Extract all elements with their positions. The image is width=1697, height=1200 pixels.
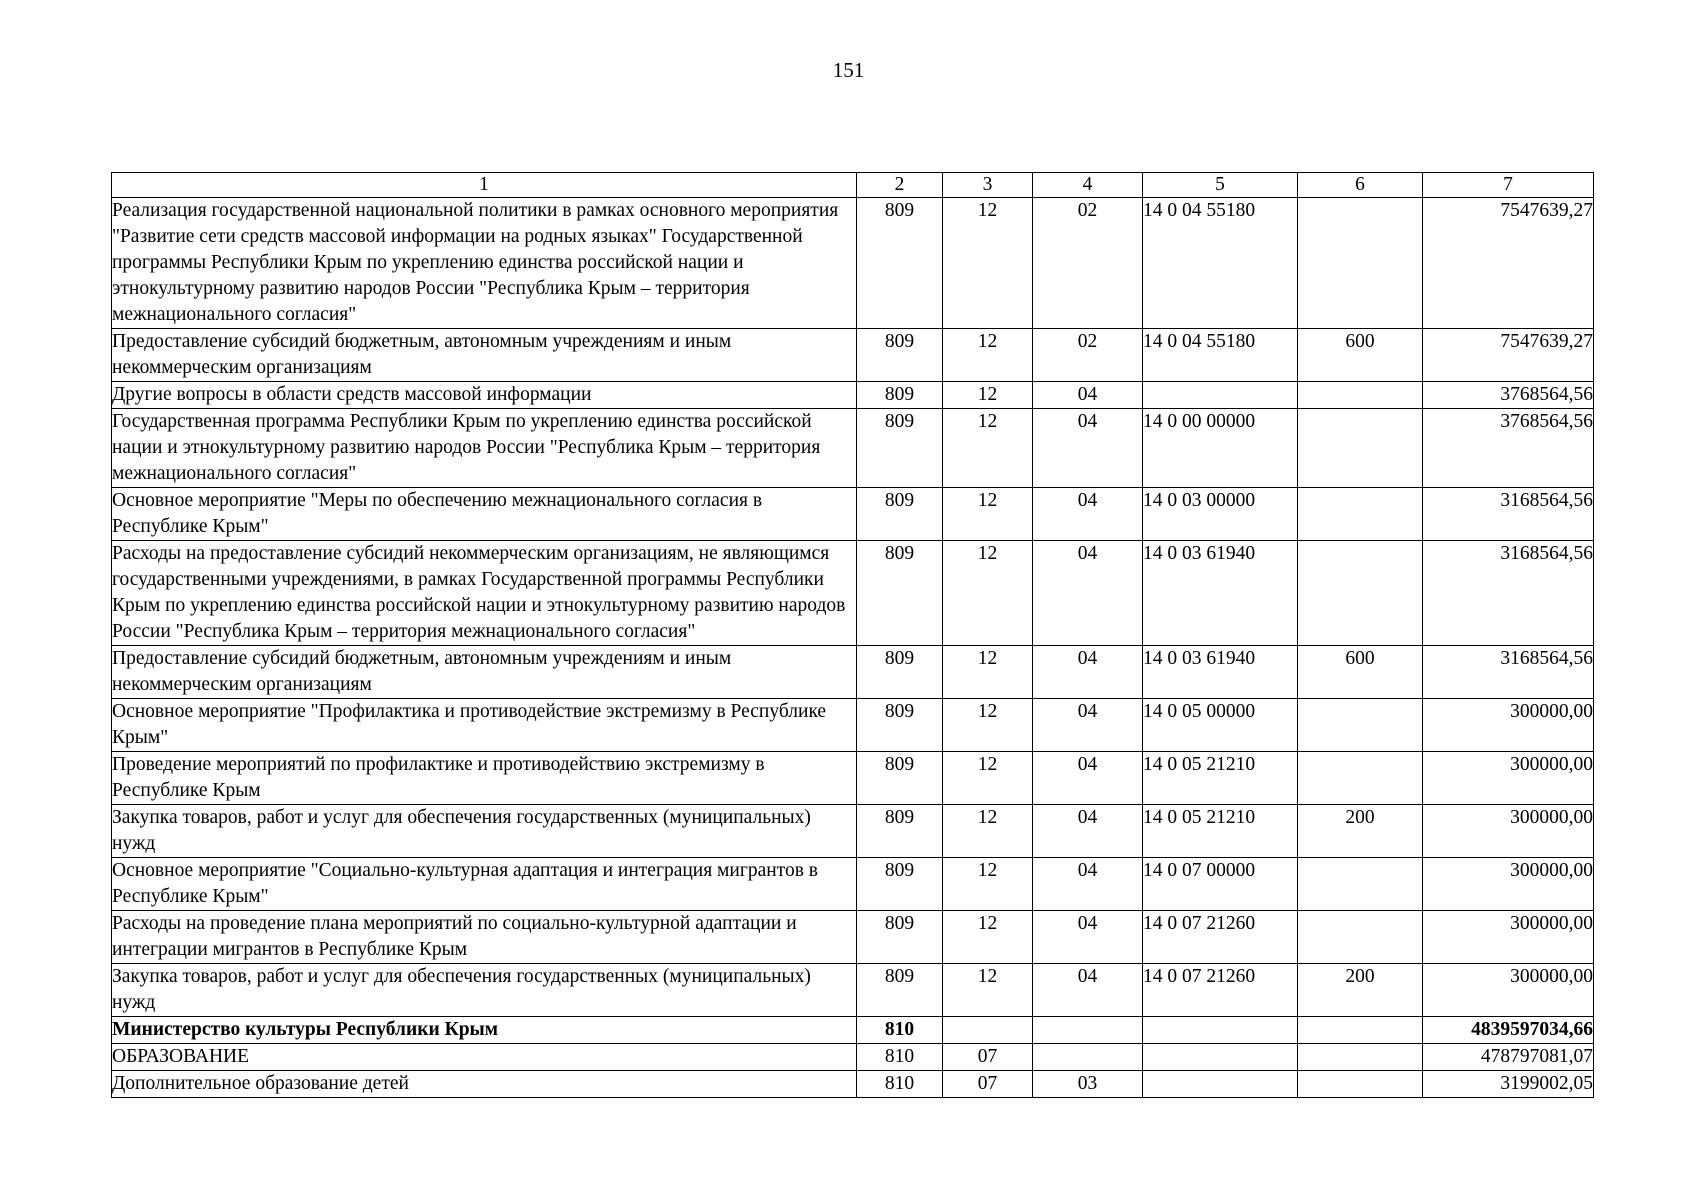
row-amount: 3199002,05: [1423, 1071, 1594, 1098]
row-amount: 300000,00: [1423, 699, 1594, 752]
table-row: [112, 488, 1594, 541]
column-header: 4: [1033, 173, 1143, 198]
row-name: Государственная программа Республики Крым по укреплению единства российской нации и этнокультурному развитию народов России "Республика Крым – территория межнационального согласия": [112, 409, 857, 488]
row-target-article: [1143, 1071, 1298, 1098]
row-target-article: 14 0 07 21260: [1143, 911, 1298, 964]
row-name: Реализация государственной национальной политики в рамках основного мероприятия "Развитие сети средств массовой информации на родных языках" Государственной программы Республики Крым по укреплению единства российской нации и этнокультурному развитию народов России "Республика Крым – территория межнационального согласия": [112, 198, 857, 329]
row-subsection-code: 04: [1033, 646, 1143, 699]
row-target-article: [1143, 1017, 1298, 1044]
row-ministry-code: 810: [857, 1071, 943, 1098]
row-section-code: 12: [943, 329, 1033, 382]
row-ministry-code: 809: [857, 382, 943, 409]
row-amount: 7547639,27: [1423, 329, 1594, 382]
row-target-article: 14 0 04 55180: [1143, 198, 1298, 329]
row-subsection-code: [1033, 1017, 1143, 1044]
budget-table: [111, 172, 1594, 1098]
row-name: Закупка товаров, работ и услуг для обеспечения государственных (муниципальных) нужд: [112, 964, 857, 1017]
table-row: [112, 1071, 1594, 1098]
row-subsection-code: 04: [1033, 964, 1143, 1017]
row-amount: 3768564,56: [1423, 382, 1594, 409]
row-section-code: 12: [943, 752, 1033, 805]
row-expense-type: 200: [1298, 964, 1423, 1017]
row-expense-type: [1298, 1017, 1423, 1044]
row-subsection-code: 04: [1033, 382, 1143, 409]
row-section-code: 12: [943, 541, 1033, 646]
row-amount: 300000,00: [1423, 805, 1594, 858]
row-ministry-code: 809: [857, 699, 943, 752]
row-section-code: 12: [943, 805, 1033, 858]
table-row: [112, 964, 1594, 1017]
row-expense-type: 600: [1298, 329, 1423, 382]
row-ministry-code: 809: [857, 858, 943, 911]
row-expense-type: [1298, 382, 1423, 409]
row-ministry-code: 809: [857, 541, 943, 646]
row-section-code: 12: [943, 409, 1033, 488]
row-subsection-code: 04: [1033, 752, 1143, 805]
row-section-code: 12: [943, 646, 1033, 699]
row-name: Другие вопросы в области средств массовой информации: [112, 382, 857, 409]
row-subsection-code: 04: [1033, 699, 1143, 752]
row-name: Министерство культуры Республики Крым: [112, 1017, 857, 1044]
row-expense-type: 200: [1298, 805, 1423, 858]
table-row: [112, 858, 1594, 911]
row-expense-type: 600: [1298, 646, 1423, 699]
row-expense-type: [1298, 409, 1423, 488]
row-ministry-code: 809: [857, 488, 943, 541]
row-target-article: 14 0 05 00000: [1143, 699, 1298, 752]
row-name: Основное мероприятие "Меры по обеспечению межнационального согласия в Республике Крым": [112, 488, 857, 541]
row-ministry-code: 809: [857, 752, 943, 805]
row-target-article: 14 0 05 21210: [1143, 805, 1298, 858]
row-name: Проведение мероприятий по профилактике и противодействию экстремизму в Республике Крым: [112, 752, 857, 805]
row-ministry-code: 809: [857, 329, 943, 382]
table-row: [112, 409, 1594, 488]
row-target-article: 14 0 05 21210: [1143, 752, 1298, 805]
row-expense-type: [1298, 541, 1423, 646]
row-ministry-code: 809: [857, 646, 943, 699]
table-row: [112, 198, 1594, 329]
row-subsection-code: 02: [1033, 198, 1143, 329]
row-expense-type: [1298, 488, 1423, 541]
row-target-article: 14 0 03 00000: [1143, 488, 1298, 541]
row-ministry-code: 809: [857, 409, 943, 488]
row-amount: 3168564,56: [1423, 541, 1594, 646]
row-expense-type: [1298, 911, 1423, 964]
row-section-code: 12: [943, 382, 1033, 409]
row-section-code: 12: [943, 964, 1033, 1017]
table-row: [112, 329, 1594, 382]
row-target-article: [1143, 1044, 1298, 1071]
row-target-article: 14 0 07 21260: [1143, 964, 1298, 1017]
table-row: [112, 382, 1594, 409]
row-section-code: 12: [943, 911, 1033, 964]
row-subsection-code: 04: [1033, 858, 1143, 911]
row-target-article: [1143, 382, 1298, 409]
row-ministry-code: 810: [857, 1044, 943, 1071]
row-amount: 3768564,56: [1423, 409, 1594, 488]
row-name: Предоставление субсидий бюджетным, автономным учреждениям и иным некоммерческим организациям: [112, 646, 857, 699]
row-subsection-code: 04: [1033, 911, 1143, 964]
row-section-code: 07: [943, 1044, 1033, 1071]
row-expense-type: [1298, 1071, 1423, 1098]
row-name: ОБРАЗОВАНИЕ: [112, 1044, 857, 1071]
row-target-article: 14 0 03 61940: [1143, 541, 1298, 646]
row-ministry-code: 809: [857, 911, 943, 964]
row-section-code: 12: [943, 699, 1033, 752]
row-name: Закупка товаров, работ и услуг для обеспечения государственных (муниципальных) нужд: [112, 805, 857, 858]
row-subsection-code: [1033, 1044, 1143, 1071]
row-target-article: 14 0 07 00000: [1143, 858, 1298, 911]
row-subsection-code: 04: [1033, 409, 1143, 488]
row-amount: 300000,00: [1423, 911, 1594, 964]
row-name: Основное мероприятие "Профилактика и противодействие экстремизму в Республике Крым": [112, 699, 857, 752]
row-section-code: 12: [943, 858, 1033, 911]
row-subsection-code: 03: [1033, 1071, 1143, 1098]
row-ministry-code: 809: [857, 198, 943, 329]
row-ministry-code: 809: [857, 805, 943, 858]
row-amount: 7547639,27: [1423, 198, 1594, 329]
row-subsection-code: 04: [1033, 541, 1143, 646]
row-section-code: 07: [943, 1071, 1033, 1098]
column-header: 1: [112, 173, 857, 198]
row-name: Предоставление субсидий бюджетным, автономным учреждениям и иным некоммерческим организациям: [112, 329, 857, 382]
table-row: [112, 911, 1594, 964]
row-name: Расходы на предоставление субсидий некоммерческим организациям, не являющимся государственными учреждениями, в рамках Государственной программы Республики Крым по укреплению единства российской нации и этнокультурному развитию народов России "Республика Крым – территория межнационального согласия": [112, 541, 857, 646]
row-expense-type: [1298, 858, 1423, 911]
page-number: 151: [832, 58, 865, 82]
row-expense-type: [1298, 1044, 1423, 1071]
row-amount: 300000,00: [1423, 964, 1594, 1017]
row-subsection-code: 04: [1033, 805, 1143, 858]
row-name: Дополнительное образование детей: [112, 1071, 857, 1098]
row-name: Основное мероприятие "Социально-культурная адаптация и интеграция мигрантов в Республике Крым": [112, 858, 857, 911]
row-target-article: 14 0 00 00000: [1143, 409, 1298, 488]
column-header: 5: [1143, 173, 1298, 198]
row-subsection-code: 02: [1033, 329, 1143, 382]
table-row: [112, 646, 1594, 699]
table-row: [112, 752, 1594, 805]
column-header: 7: [1423, 173, 1594, 198]
row-amount: 4839597034,66: [1423, 1017, 1594, 1044]
row-amount: 300000,00: [1423, 752, 1594, 805]
row-ministry-code: 810: [857, 1017, 943, 1044]
table-row: [112, 699, 1594, 752]
row-amount: 3168564,56: [1423, 488, 1594, 541]
table-row: [112, 805, 1594, 858]
row-ministry-code: 809: [857, 964, 943, 1017]
row-target-article: 14 0 04 55180: [1143, 329, 1298, 382]
table-row: [112, 1044, 1594, 1071]
row-expense-type: [1298, 752, 1423, 805]
row-expense-type: [1298, 198, 1423, 329]
row-section-code: 12: [943, 488, 1033, 541]
row-subsection-code: 04: [1033, 488, 1143, 541]
row-section-code: [943, 1017, 1033, 1044]
table-row: [112, 1017, 1594, 1044]
table-row: [112, 541, 1594, 646]
row-name: Расходы на проведение плана мероприятий по социально-культурной адаптации и интеграции мигрантов в Республике Крым: [112, 911, 857, 964]
header-row: [112, 173, 1594, 198]
row-target-article: 14 0 03 61940: [1143, 646, 1298, 699]
column-header: 2: [857, 173, 943, 198]
column-header: 3: [943, 173, 1033, 198]
row-amount: 300000,00: [1423, 858, 1594, 911]
column-header: 6: [1298, 173, 1423, 198]
row-amount: 478797081,07: [1423, 1044, 1594, 1071]
row-expense-type: [1298, 699, 1423, 752]
row-section-code: 12: [943, 198, 1033, 329]
row-amount: 3168564,56: [1423, 646, 1594, 699]
